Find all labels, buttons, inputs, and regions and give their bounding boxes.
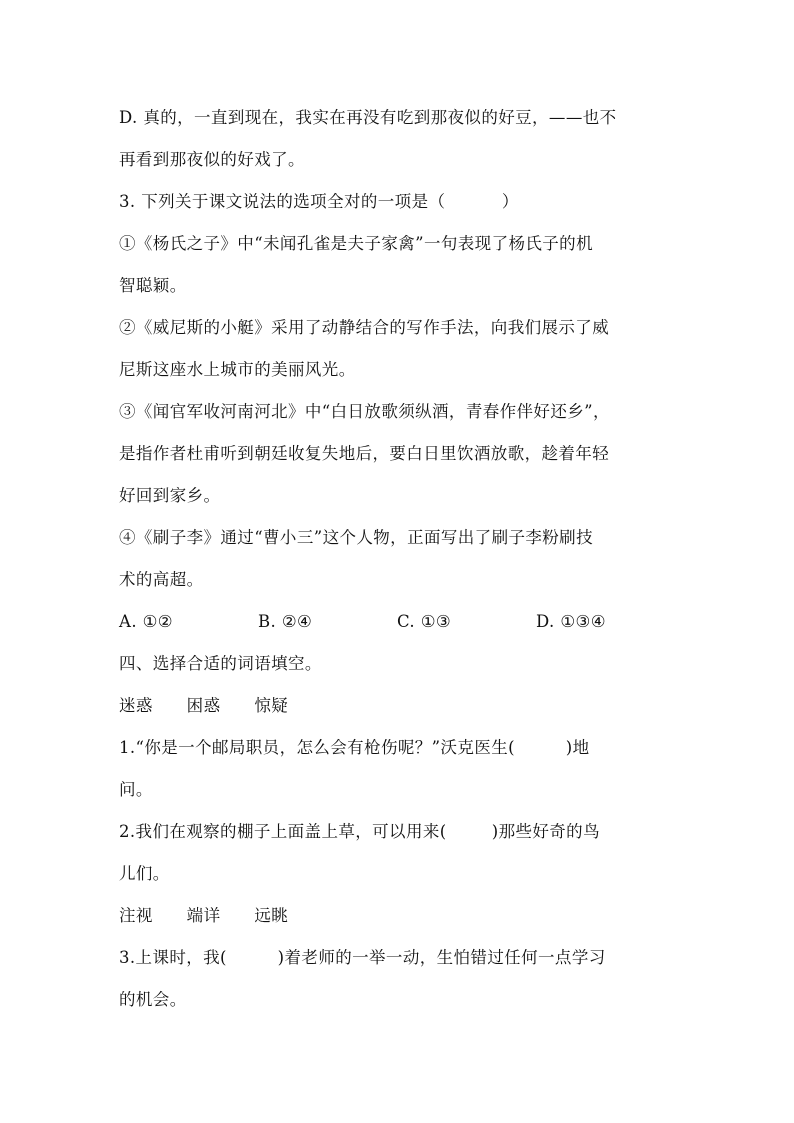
q2-option-d-line1: D. 真的，一直到现在，我实在再没有吃到那夜似的好豆，——也不 (119, 108, 617, 127)
q3-option-a: A. ①② (119, 612, 173, 631)
q3-item4-line2: 术的高超。 (119, 570, 204, 589)
q3-option-b: B. ②④ (258, 612, 313, 631)
q2-option-d-line2: 再看到那夜似的好戏了。 (119, 150, 305, 169)
s4-q2-line2: 儿们。 (119, 864, 170, 883)
word-group-1: 迷惑 困惑 惊疑 (119, 696, 289, 715)
q3-option-c: C. ①③ (397, 612, 452, 631)
s4-q3-line1: 3.上课时，我( )着老师的一举一动，生怕错过任何一点学习 (119, 948, 606, 967)
q3-option-d: D. ①③④ (536, 612, 606, 631)
q3-item1-line1: ①《杨氏之子》中“未闻孔雀是夫子家禽”一句表现了杨氏子的机 (119, 234, 593, 253)
s4-q3-line2: 的机会。 (119, 990, 187, 1009)
q3-stem: 3. 下列关于课文说法的选项全对的一项是（ ） (119, 192, 519, 211)
q3-item3-line2: 是指作者杜甫听到朝廷收复失地后，要白日里饮酒放歌，趁着年轻 (119, 444, 610, 463)
q3-item4-line1: ④《刷子李》通过“曹小三”这个人物，正面写出了刷子李粉刷技 (119, 528, 593, 547)
q3-item3-line3: 好回到家乡。 (119, 486, 221, 505)
s4-q2-line1: 2.我们在观察的棚子上面盖上草，可以用来( )那些好奇的鸟 (119, 822, 600, 841)
s4-q1-line1: 1.“你是一个邮局职员，怎么会有枪伤呢？”沃克医生( )地 (119, 738, 590, 757)
word-group-2: 注视 端详 远眺 (119, 906, 289, 925)
q3-item2-line1: ②《威尼斯的小艇》采用了动静结合的写作手法，向我们展示了威 (119, 318, 610, 337)
s4-q1-line2: 问。 (119, 780, 153, 799)
q3-item2-line2: 尼斯这座水上城市的美丽风光。 (119, 360, 356, 379)
q3-item3-line1: ③《闻官军收河南河北》中“白日放歌须纵酒，青春作伴好还乡”， (119, 402, 610, 421)
section4-heading: 四、选择合适的词语填空。 (119, 654, 322, 673)
q3-item1-line2: 智聪颖。 (119, 276, 187, 295)
